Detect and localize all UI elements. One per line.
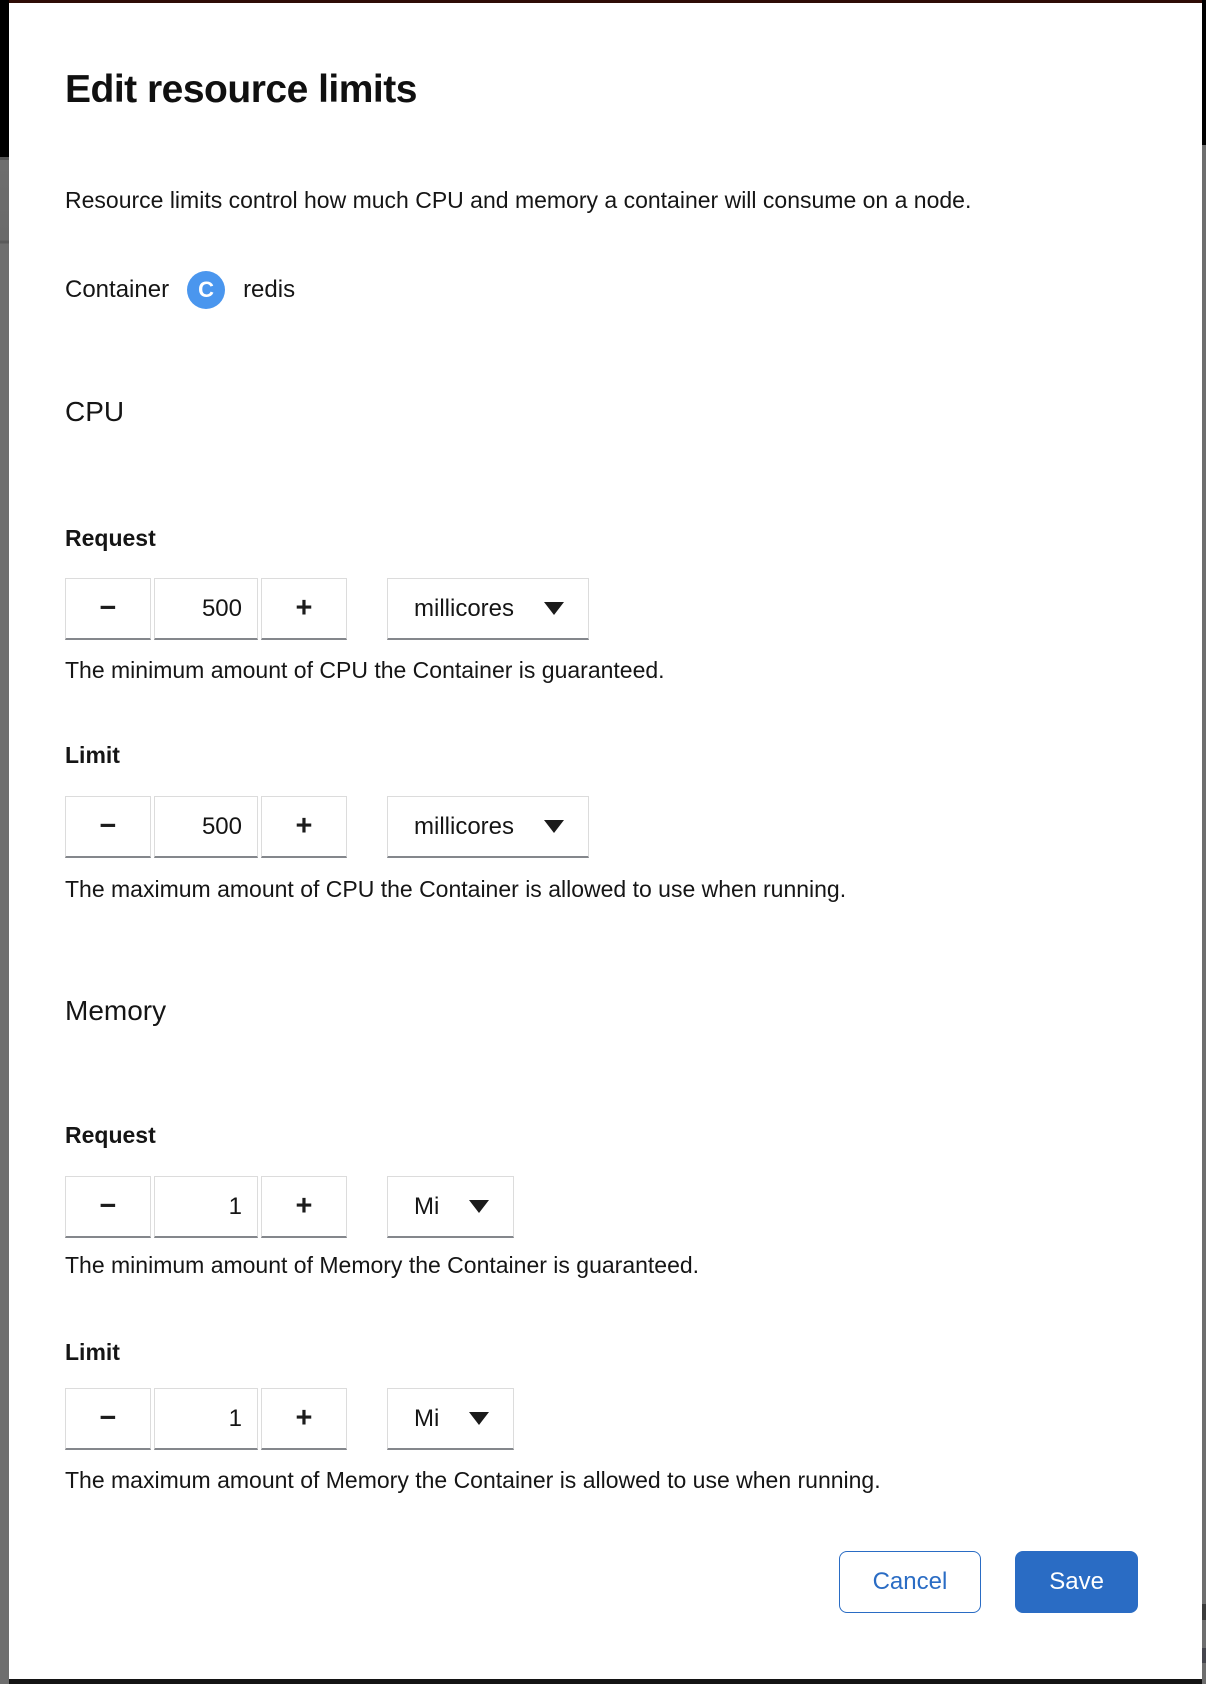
container-badge-icon: C (187, 271, 225, 309)
cpu-limit-help: The maximum amount of CPU the Container is allowed to use when running. (65, 876, 847, 902)
plus-icon: + (295, 592, 313, 624)
caret-down-icon (544, 820, 564, 833)
caret-down-icon (469, 1200, 489, 1213)
memory-limit-unit-select[interactable] (387, 1388, 514, 1450)
section-heading-memory: Memory (65, 995, 167, 1026)
backdrop-right-edge (1202, 0, 1206, 1684)
memory-limit-unit-label: Mi (414, 1404, 440, 1432)
container-name: redis (243, 276, 296, 303)
memory-limit-minus-button[interactable] (65, 1388, 151, 1450)
cpu-limit-spinner (65, 796, 347, 858)
modal-title: Edit resource limits (65, 68, 417, 111)
caret-down-icon (544, 602, 564, 615)
cpu-limit-minus-button[interactable] (65, 796, 151, 858)
cpu-limit-unit-select[interactable] (387, 796, 589, 858)
memory-request-label: Request (65, 1122, 156, 1148)
cpu-limit-row (65, 796, 589, 858)
memory-request-spinner (65, 1176, 347, 1238)
plus-icon: + (295, 810, 313, 842)
caret-down-icon (469, 1412, 489, 1425)
cpu-limit-unit-label: millicores (414, 812, 515, 840)
memory-request-unit-select[interactable] (387, 1176, 514, 1238)
cpu-limit-value-input[interactable] (154, 796, 258, 858)
plus-icon: + (295, 1190, 313, 1222)
modal-footer (839, 1551, 1138, 1613)
cpu-request-value-input[interactable] (154, 578, 258, 640)
minus-icon: − (99, 592, 117, 624)
cpu-request-help: The minimum amount of CPU the Container is guaranteed. (65, 657, 665, 683)
cpu-limit-plus-button[interactable] (261, 796, 347, 858)
cpu-request-row (65, 578, 589, 640)
container-row (65, 269, 295, 311)
memory-limit-value-input[interactable] (154, 1388, 258, 1450)
backdrop-top-edge (0, 0, 1206, 3)
memory-limit-spinner (65, 1388, 347, 1450)
plus-icon: + (295, 1402, 313, 1434)
memory-request-plus-button[interactable] (261, 1176, 347, 1238)
memory-limit-row (65, 1388, 514, 1450)
minus-icon: − (99, 1190, 117, 1222)
memory-limit-help: The maximum amount of Memory the Container is allowed to use when running. (65, 1467, 881, 1493)
cpu-request-unit-select[interactable] (387, 578, 589, 640)
cpu-request-plus-button[interactable] (261, 578, 347, 640)
modal-description: Resource limits control how much CPU and memory a container will consume on a node. (65, 187, 972, 213)
section-heading-cpu: CPU (65, 396, 125, 427)
memory-request-value-input[interactable] (154, 1176, 258, 1238)
cancel-button[interactable]: Cancel (839, 1551, 982, 1613)
container-label: Container (65, 276, 170, 303)
save-button[interactable]: Save (1015, 1551, 1138, 1613)
cpu-request-label: Request (65, 525, 156, 551)
backdrop-left-edge (0, 0, 9, 1684)
memory-request-help: The minimum amount of Memory the Container is guaranteed. (65, 1252, 700, 1278)
memory-request-unit-label: Mi (414, 1192, 440, 1220)
minus-icon: − (99, 1402, 117, 1434)
cpu-request-spinner (65, 578, 347, 640)
backdrop-bottom-edge (0, 1679, 1206, 1684)
memory-request-minus-button[interactable] (65, 1176, 151, 1238)
cpu-request-unit-label: millicores (414, 594, 515, 622)
minus-icon: − (99, 810, 117, 842)
cpu-limit-label: Limit (65, 742, 120, 768)
edit-resource-limits-modal (9, 3, 1202, 1679)
memory-limit-plus-button[interactable] (261, 1388, 347, 1450)
memory-limit-label: Limit (65, 1339, 120, 1365)
cpu-request-minus-button[interactable] (65, 578, 151, 640)
memory-request-row (65, 1176, 514, 1238)
